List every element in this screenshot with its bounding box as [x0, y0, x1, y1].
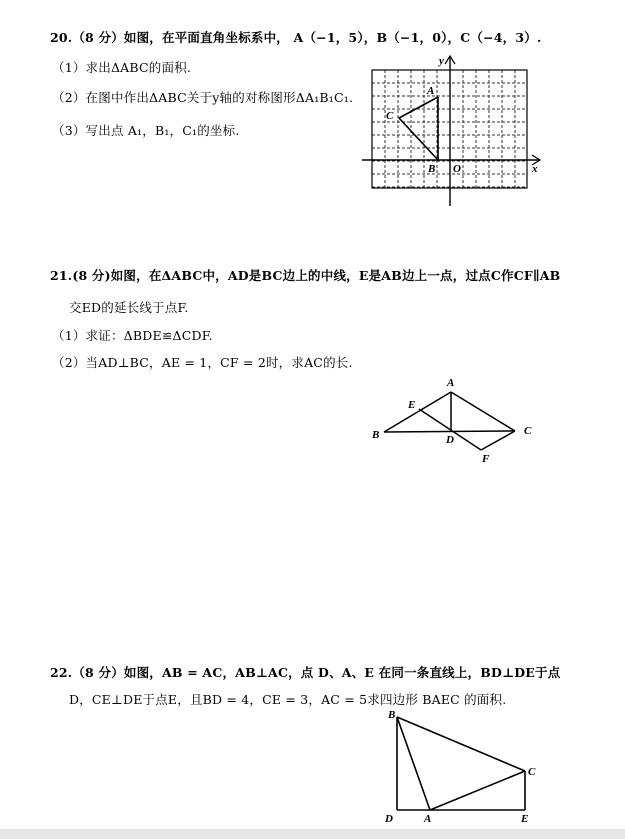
- q22-label-e: E: [521, 813, 529, 825]
- q21-header2: 交ED的延长线于点F.: [69, 300, 189, 315]
- q20-label-c: C: [386, 110, 394, 122]
- q22-label-c: C: [528, 766, 536, 778]
- q21-header: 21.(8 分)如图，在ΔABC中，AD是BC边上的中线，E是AB边上一点，过点C作CF∥AB: [50, 268, 561, 283]
- page-bottom-edge: [0, 829, 625, 839]
- q20-part3: （3）写出点 A₁，B₁，C₁的坐标.: [52, 123, 240, 138]
- q21-label-f: F: [482, 453, 490, 465]
- q20-label-o: O: [453, 163, 461, 175]
- q21-part2: （2）当AD⊥BC，AE = 1，CF = 2时，求AC的长.: [52, 355, 353, 370]
- q22-header2: D，CE⊥DE于点E，且BD = 4，CE = 3，AC = 5求四边形 BAEC 的面积.: [69, 692, 507, 707]
- q20-part1: （1）求出ΔABC的面积.: [52, 60, 192, 75]
- q22-label-b: B: [388, 709, 396, 721]
- q21-part1: （1）求证：ΔBDE≌ΔCDF.: [52, 328, 213, 343]
- q22-header: 22.（8 分）如图，AB = AC，AB⊥AC，点 D、A、E 在同一条直线上，BD⊥DE于点: [50, 665, 561, 680]
- q22-segment-bc: [397, 717, 525, 771]
- q21-label-d: D: [446, 434, 454, 446]
- q22-label-a: A: [424, 813, 432, 825]
- q21-label-c: C: [524, 425, 532, 437]
- q20-label-y: y: [439, 55, 444, 67]
- q21-label-a: A: [447, 377, 455, 389]
- q22-segment-ac: [430, 771, 525, 810]
- q20-label-x: x: [532, 163, 538, 175]
- q22-segment-ba: [397, 717, 430, 810]
- q20-label-a: A: [427, 85, 435, 97]
- q21-label-e: E: [408, 399, 416, 411]
- q20-label-b: B: [428, 163, 436, 175]
- q22-label-d: D: [385, 813, 393, 825]
- q21-label-b: B: [372, 429, 380, 441]
- q20-part2: （2）在图中作出ΔABC关于y轴的对称图形ΔA₁B₁C₁.: [52, 90, 354, 105]
- q20-header: 20.（8 分）如图，在平面直角坐标系中， A（−1，5），B（−1，0），C（−4，3）.: [50, 30, 542, 45]
